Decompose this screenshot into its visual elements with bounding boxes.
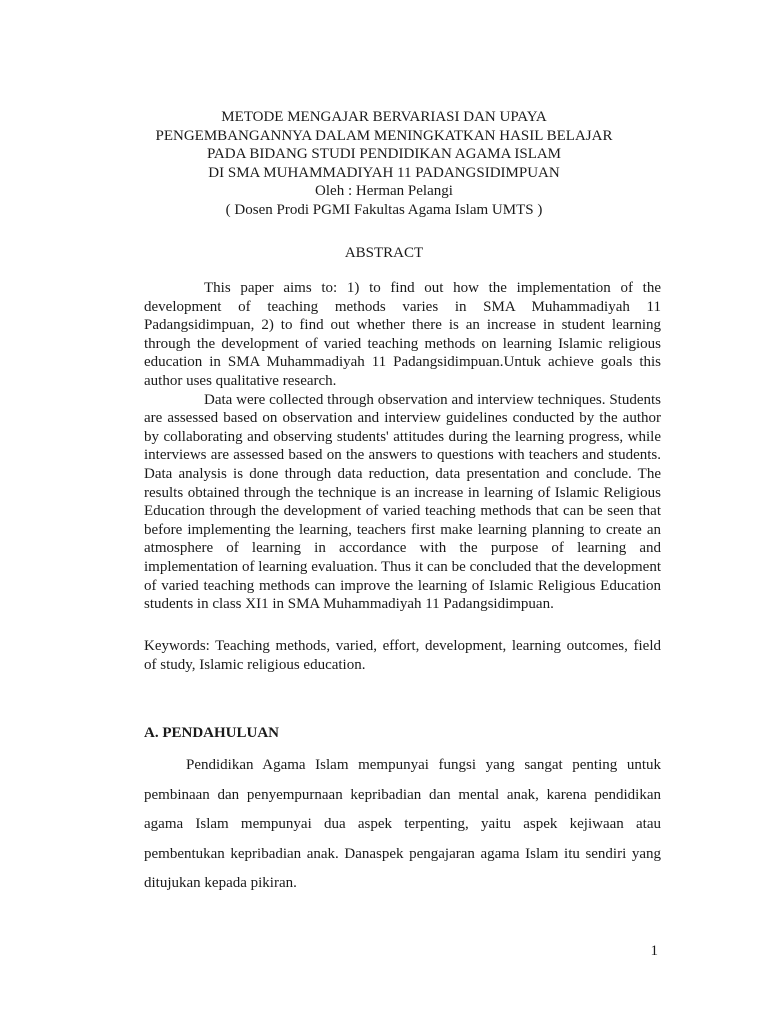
abstract-paragraph: Data were collected through observation and interview techniques. Students are assessed based on observation and interview guidelines conducted by the author by collaborating and observing students' attitudes during the learning progress, while interviews are assessed based on the answers to questions with teachers and students. Data analysis is done through data reduction, data presentation and conclude. The results obtained through the technique is an increase in learning of Islamic Religious Education through the development of varied teaching methods that can be seen that before implementing the learning, teachers first make learning planning to create an atmosphere of learning in accordance with the purpose of learning and implementation of learning evaluation. Thus it can be concluded that the development of varied teaching methods can improve the learning of Islamic Religious Education students in class XI1 in SMA Muhammadiyah 11 Padangsidimpuan.: [144, 391, 661, 613]
title-line: DI SMA MUHAMMADIYAH 11 PADANGSIDIMPUAN: [208, 164, 560, 181]
title-line: PENGEMBANGANNYA DALAM MENINGKATKAN HASIL BELAJAR: [155, 127, 613, 144]
title-block: [0, 108, 768, 220]
abstract-body: [144, 279, 661, 614]
abstract-paragraph: This paper aims to: 1) to find out how the implementation of the development of teaching methods varies in SMA Muhammadiyah 11 Padangsidimpuan, 2) to find out whether there is an increase in student learning through the development of varied teaching methods on learning Islamic religious education in SMA Muhammadiyah 11 Padangsidimpuan.Untuk achieve goals this author uses qualitative research.: [144, 280, 661, 389]
page-number: 1: [650, 943, 658, 959]
abstract-heading: ABSTRACT: [344, 245, 424, 261]
section-heading: A. PENDAHULUAN: [144, 725, 279, 741]
title-line: METODE MENGAJAR BERVARIASI DAN UPAYA: [221, 109, 547, 125]
author-line: Oleh : Herman Pelangi: [315, 183, 453, 200]
affiliation-line: ( Dosen Prodi PGMI Fakultas Agama Islam UMTS ): [225, 201, 543, 218]
title-line: PADA BIDANG STUDI PENDIDIKAN AGAMA ISLAM: [206, 146, 562, 163]
section-paragraph: Pendidikan Agama Islam mempunyai fungsi yang sangat penting untuk pembinaan dan penyempurnaan kepribadian dan mental anak, karena pendidikan agama Islam mempunyai dua aspek terpenting, yaitu aspek kejiwaan atau pembentukan kepribadian anak. Danaspek pengajaran agama Islam itu sendiri yang ditujukan kepada pikiran.: [144, 757, 661, 891]
keywords: Keywords: Teaching methods, varied, effort, development, learning outcomes, field of study, Islamic religious education.: [144, 638, 661, 673]
